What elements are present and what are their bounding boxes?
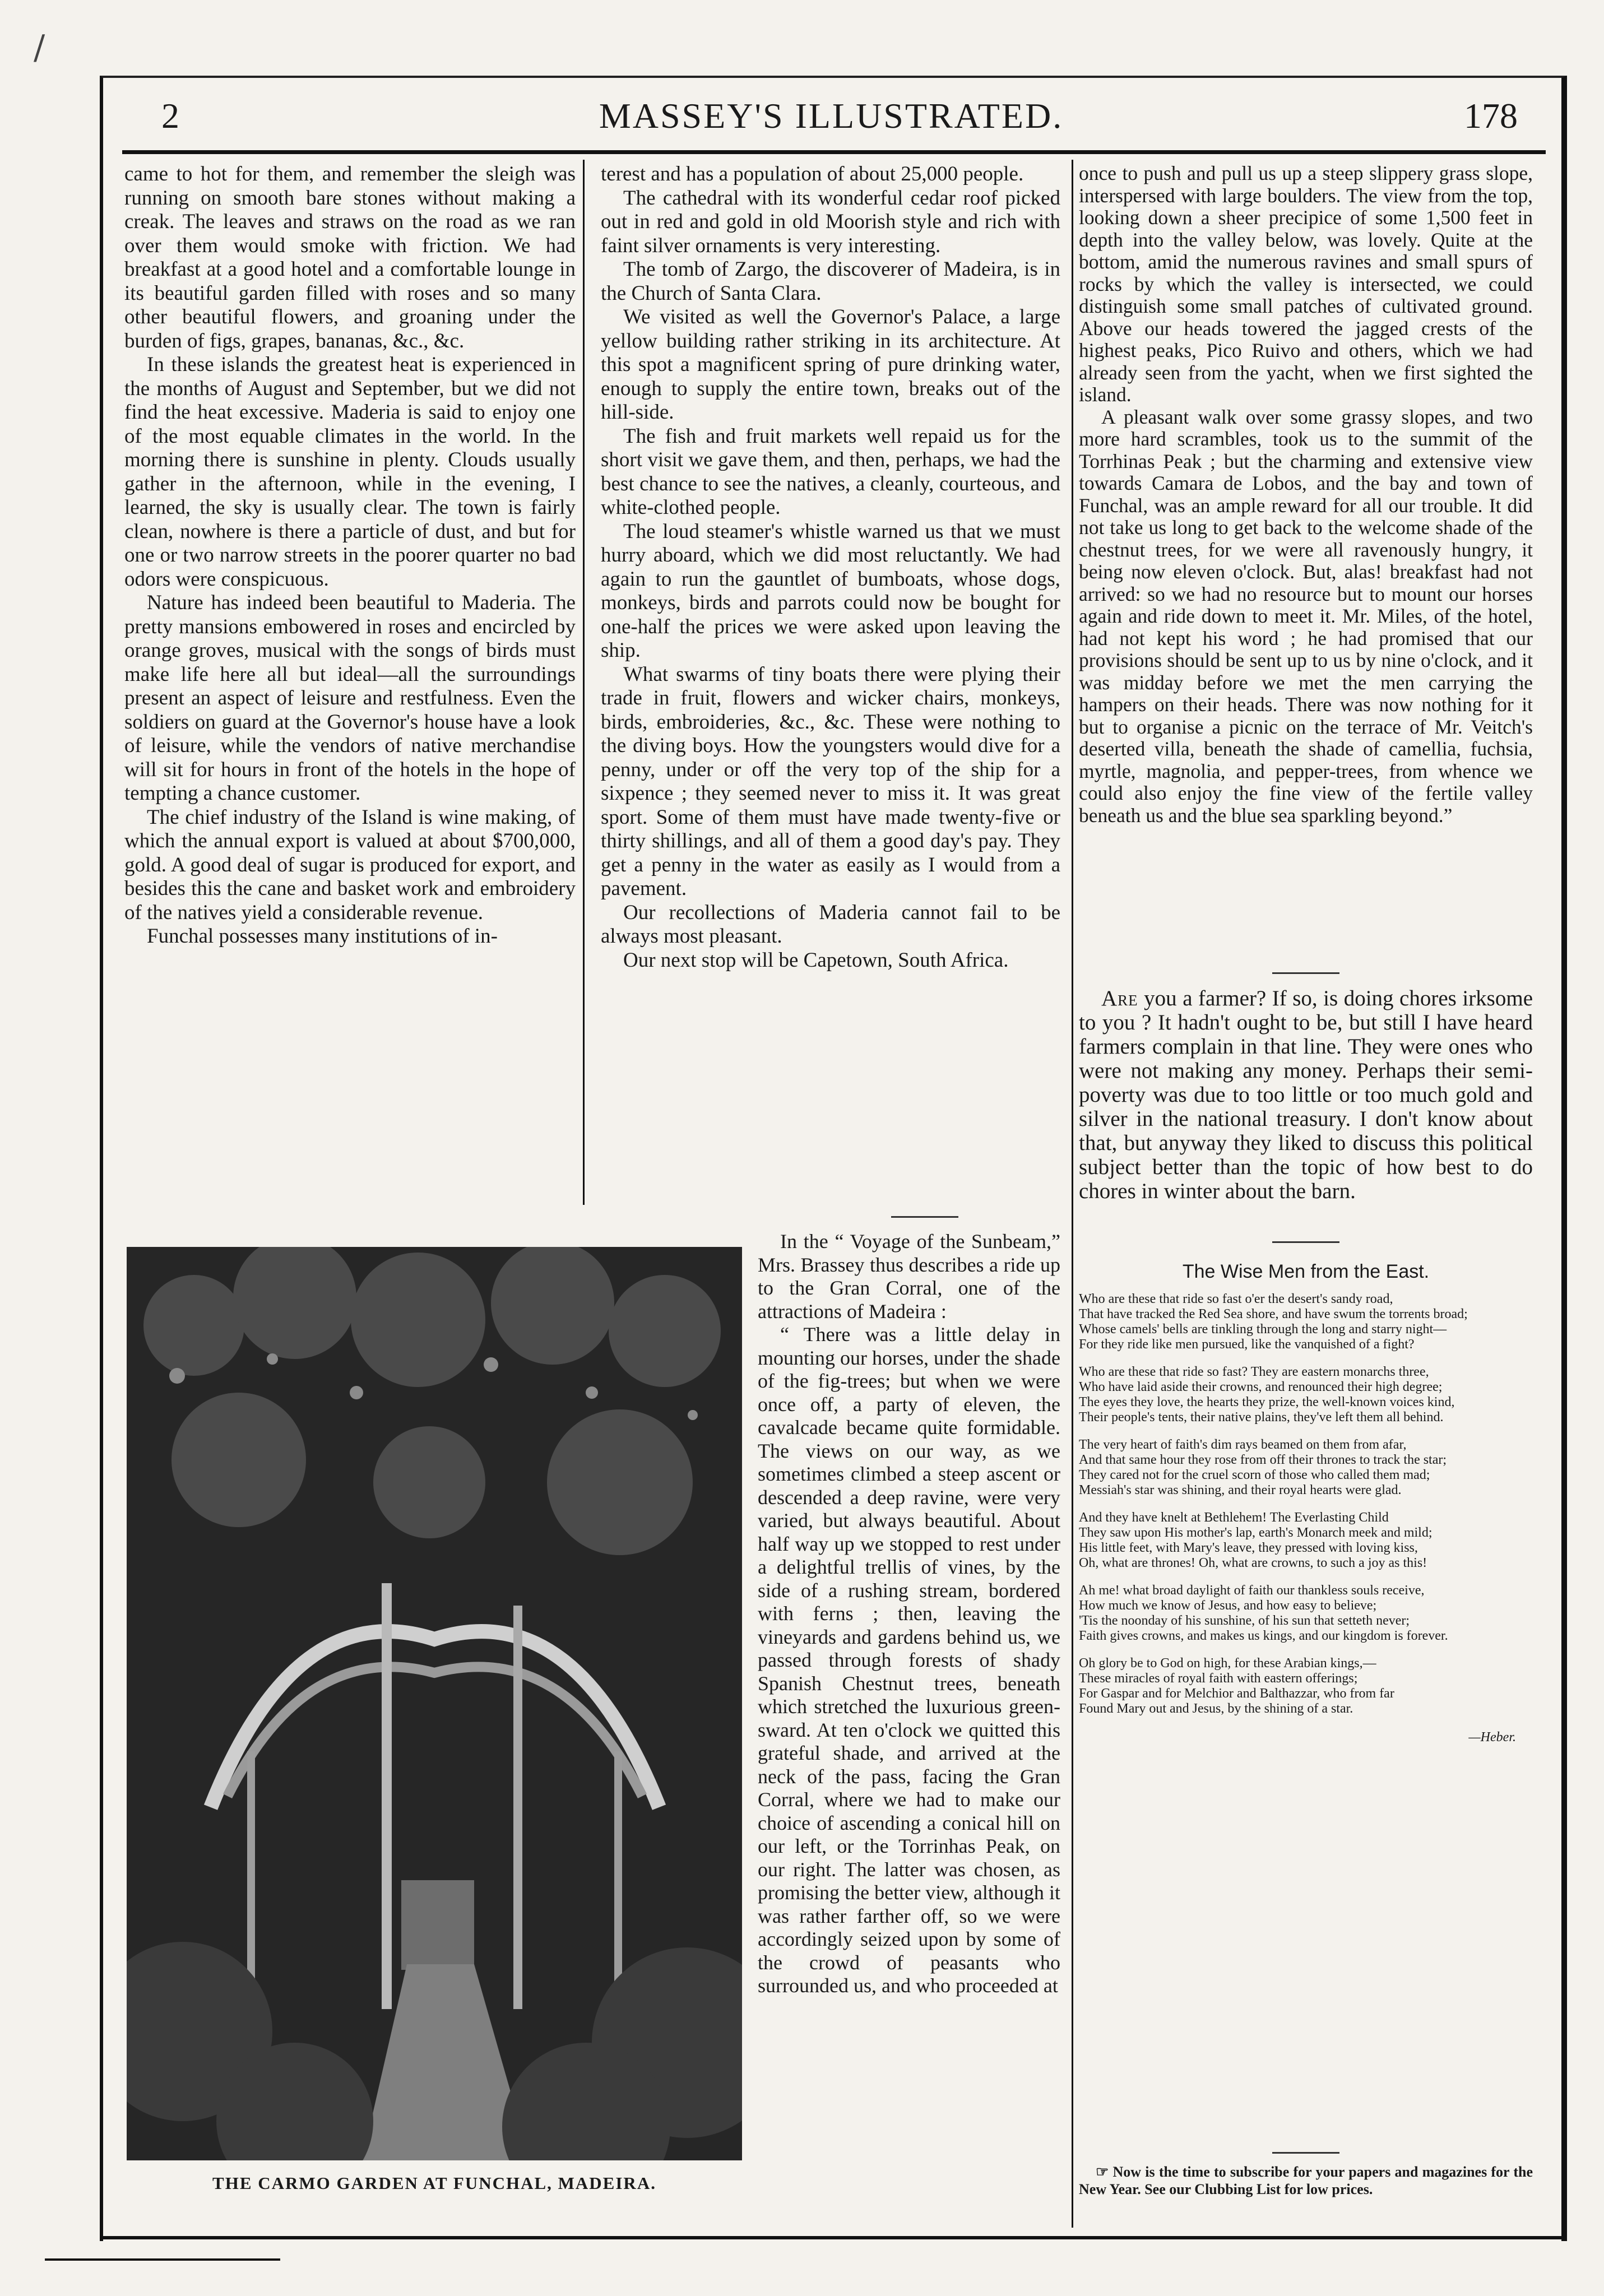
page-header xyxy=(122,92,1540,143)
paragraph: We visited as well the Governor's Palace, a large yellow building rather striking in its architecture. At this spot a magnificent spring of pure drinking water, enough to supply the entire town, breaks out of the hill-side. xyxy=(601,305,1060,424)
poem-line: Oh, what are thrones! Oh, what are crowns, to such a joy as this! xyxy=(1079,1556,1427,1570)
header-rule xyxy=(122,150,1546,154)
poem-stanza xyxy=(1079,1292,1533,1352)
poem-line: Faith gives crowns, and makes us kings, and our kingdom is forever. xyxy=(1079,1629,1448,1643)
poem-line: They cared not for the cruel scorn of those who called them mad; xyxy=(1079,1468,1430,1482)
column-2 xyxy=(601,163,1060,972)
poem-line: Who are these that ride so fast? They are eastern monarchs three, xyxy=(1079,1365,1429,1379)
poem-line: And that same hour they rose from off their thrones to track the star; xyxy=(1079,1453,1447,1467)
photo-caption: THE CARMO GARDEN AT FUNCHAL, MADEIRA. xyxy=(212,2173,656,2193)
poem-line: Their people's tents, their native plains, they've left them all behind. xyxy=(1079,1410,1444,1425)
garden-photo-icon xyxy=(127,1247,742,2160)
poem-line: For Gaspar and for Melchior and Balthazzar, who from far xyxy=(1079,1686,1394,1701)
sunbeam-excerpt xyxy=(758,1230,1060,1998)
subscription-notice: ☞ Now is the time to subscribe for your papers and magazines for the New Year. See our Clubbing List for low prices. xyxy=(1079,2164,1533,2197)
column-1 xyxy=(124,163,576,949)
poem-line: His little feet, with Mary's leave, they pressed with loving kiss, xyxy=(1079,1541,1418,1555)
paragraph: came to hot for them, and remember the sleigh was running on smooth bare stones without making a creak. The leaves and straws on the road as we ran over them would smoke with friction. We had breakfast at a good hotel and a comfortable lounge in its beautiful garden filled with roses and so many other beautiful flowers, and groaning under the burden of figs, grapes, bananas, &c., &c. xyxy=(124,163,576,352)
poem-stanza xyxy=(1079,1510,1533,1571)
poem-line: Found Mary out and Jesus, by the shining of a star. xyxy=(1079,1701,1353,1716)
poem-line: Who have laid aside their crowns, and renounced their high degree; xyxy=(1079,1380,1443,1394)
masthead-title: MASSEY'S ILLUSTRATED. xyxy=(599,96,1064,136)
paragraph: The loud steamer's whistle warned us that we must hurry aboard, which we did most reluctantly. We had again to run the gauntlet of bumboats, whose dogs, monkeys, birds and parrots could now be bought for one-half the prices we were asked upon leaving the ship. xyxy=(601,520,1060,662)
poem-stanza xyxy=(1079,1365,1533,1425)
paragraph: The fish and fruit markets well repaid us for the short visit we gave them, and then, perhaps, we had the best chance to see the natives, a cleanly, courteous, and white-clothed people. xyxy=(601,424,1060,519)
poem-attribution: —Heber. xyxy=(1468,1730,1516,1745)
paragraph xyxy=(1079,986,1533,1203)
paragraph: The tomb of Zargo, the discoverer of Madeira, is in the Church of Santa Clara. xyxy=(601,258,1060,305)
poem-line: They saw upon His mother's lap, earth's Monarch meek and mild; xyxy=(1079,1525,1433,1540)
poem-stanza xyxy=(1079,1437,1533,1498)
column-divider-1 xyxy=(583,160,585,1205)
farmer-text: you a farmer? If so, is doing chores irksome to you ? It hadn't ought to be, but still I have heard farmers complain in that line. They were ones who were not making any money. Perhaps their semi-poverty was due to too little or too much gold and silver in the national treasury. I don't know about that, but anyway they liked to discuss this political subject better than the topic of how best to do chores in winter about the barn. xyxy=(1079,986,1533,1203)
paragraph: Nature has indeed been beautiful to Maderia. The pretty mansions embowered in roses and encircled by orange groves, musical with the songs of birds must make life here all but ideal—all the surroundings present an aspect of leisure and restfulness. Even the soldiers on guard at the Governor's house have a look of leisure, while the vendors of native merchandise will sit for hours in front of the hotels in the hope of tempting a chance customer. xyxy=(124,591,576,805)
poem-line: Oh glory be to God on high, for these Arabian kings,— xyxy=(1079,1656,1376,1671)
poem-stanza xyxy=(1079,1656,1533,1745)
paragraph: Our next stop will be Capetown, South Africa. xyxy=(623,948,1009,972)
paragraph: What swarms of tiny boats there were plying their trade in fruit, flowers and wicker chairs, monkeys, birds, embroideries, &c., &c. These were nothing to the diving boys. How the youngsters would dive for a penny, under or off the very top of the ship for a sixpence ; they seemed never to miss it. It was great sport. Some of them must have made twenty-five or thirty shillings, and all of them a good day's pay. They get a penny in the water as easily as I would from a pavement. xyxy=(601,662,1060,900)
column-3 xyxy=(1079,163,1533,827)
farmer-item xyxy=(1079,986,1533,1203)
page-number-right: 178 xyxy=(1464,96,1518,136)
paragraph: terest and has a population of about 25,000 people. xyxy=(601,163,1024,185)
poem xyxy=(1079,1292,1533,1759)
paragraph: A pleasant walk over some grassy slopes, and two more hard scrambles, took us to the summit of the Torrhinas Peak ; but the charming and extensive view towards Camara de Lobos, and the bay and town of Funchal, was an ample reward for all our trouble. It did not take us long to get back to the welcome shade of the chestnut trees, for we were all ravenously hungry, it being now eleven o'clock. But, alas! breakfast had not arrived: so we had no resource but to mount our horses again and ride down to meet it. Mr. Miles, of the hotel, had not kept his word ; he had promised that our provisions should be sent up to us by nine o'clock, and it was midday before we met the men carrying the hampers on their heads. There was now nothing for it but to organise a picnic on the terrace of Mr. Veitch's deserted villa, beneath the shade of camellia, fuchsia, myrtle, magnolia, and pepper-trees, from whence we could also enjoy the fine view of the fertile valley beneath us and the blue sea sparkling beyond.” xyxy=(1079,405,1533,827)
lead-word: Are xyxy=(1101,986,1138,1010)
poem-line: For they ride like men pursued, like the vanquished of a fight? xyxy=(1079,1337,1415,1352)
paragraph: In these islands the greatest heat is experienced in the months of August and September, but we did not find the heat excessive. Maderia is said to enjoy one of the most equable climates in the world. In the morning there is sunshine in plenty. Clouds usually gather in the afternoon, while in the evening, I learned, the sky is usually clear. The town is fairly clean, nowhere is there a particle of dust, and but for one or two narrow streets in the poorer quarter no bad odors were conspicuous. xyxy=(124,353,576,591)
poem-title: The Wise Men from the East. xyxy=(1182,1261,1430,1282)
poem-line: Who are these that ride so fast o'er the desert's sandy road, xyxy=(1079,1292,1393,1306)
paragraph: Funchal possesses many institutions of in- xyxy=(147,925,498,948)
poem-line: 'Tis the noonday of his sunshine, of his sun that setteth never; xyxy=(1079,1613,1410,1628)
paragraph: In the “ Voyage of the Sunbeam,” Mrs. Brassey thus describes a ride up to the Gran Corral, one of the attractions of Madeira : xyxy=(758,1230,1060,1323)
poem-stanza xyxy=(1079,1583,1533,1644)
poem-line: How much we know of Jesus, and how easy to believe; xyxy=(1079,1598,1377,1613)
poem-line: Whose camels' bells are tinkling through the long and starry night— xyxy=(1079,1322,1447,1337)
footer-rule-short xyxy=(45,2258,280,2261)
garden-photo xyxy=(127,1247,742,2160)
paragraph: Our recollections of Maderia cannot fail to be always most pleasant. xyxy=(601,901,1060,948)
poem-line: The very heart of faith's dim rays beamed on them from afar, xyxy=(1079,1437,1407,1452)
footer-rule xyxy=(100,2236,1564,2239)
section-rule xyxy=(891,1216,958,1218)
section-rule xyxy=(1272,972,1339,974)
section-rule xyxy=(1272,1241,1339,1243)
poem-line: Messiah's star was shining, and their royal hearts were glad. xyxy=(1079,1483,1402,1497)
column-divider-2 xyxy=(1072,160,1073,2228)
stray-pencil-mark: / xyxy=(34,28,45,67)
poem-line: Ah me! what broad daylight of faith our thankless souls receive, xyxy=(1079,1583,1425,1598)
paragraph: The cathedral with its wonderful cedar roof picked out in red and gold in old Moorish style and rich with faint silver ornaments is very interesting. xyxy=(601,186,1060,257)
poem-line: The eyes they love, the hearts they prize, the well-known voices kind, xyxy=(1079,1395,1455,1409)
paragraph: “ There was a little delay in mounting our horses, under the shade of the fig-trees; but when we were once off, a party of eleven, the cavalcade became quite formidable. The views on our way, as we sometimes climbed a steep ascent or descended a deep ravine, were very varied, but always beautiful. About half way up we stopped to rest under a delightful trellis of vines, by the side of a rushing stream, bordered with ferns ; then, leaving the vineyards and gardens behind us, we passed through forests of shady Spanish Chestnut trees, beneath which stretched the luxurious green-sward. At ten o'clock we quitted this grateful shade, and arrived at the neck of the pass, facing the Gran Corral, where we had to make our choice of ascending a conical hill on our left, or the Torrinhas Peak, on our right. The latter was chosen, as promising the better view, although it was rather farther off, so we were accordingly seized upon by some of the crowd of peasants who surrounded us, and who proceeded at xyxy=(758,1323,1060,1997)
page-number-left: 2 xyxy=(161,96,179,136)
poem-line: And they have knelt at Bethlehem! The Everlasting Child xyxy=(1079,1510,1389,1525)
paragraph: The chief industry of the Island is wine making, of which the annual export is valued at about $700,000, gold. A good deal of sugar is produced for export, and besides this the cane and basket work and embroidery of the natives yield a considerable revenue. xyxy=(124,805,576,924)
section-rule xyxy=(1272,2152,1339,2154)
poem-line: That have tracked the Red Sea shore, and have swum the torrents broad; xyxy=(1079,1307,1468,1321)
paragraph: once to push and pull us up a steep slippery grass slope, interspersed with large boulders. The view from the top, looking down a sheer precipice of some 1,500 feet in depth into the valley below, was lovely. Quite at the bottom, amid the numerous ravines and small spurs of rocks by which the valley is intersected, we could distinguish some small patches of cultivated ground. Above our heads towered the jagged crests of the highest peaks, Pico Ruivo and others, which we had already seen from the yacht, when we first sighted the island. xyxy=(1079,162,1533,406)
poem-line: These miracles of royal faith with eastern offerings; xyxy=(1079,1671,1358,1686)
